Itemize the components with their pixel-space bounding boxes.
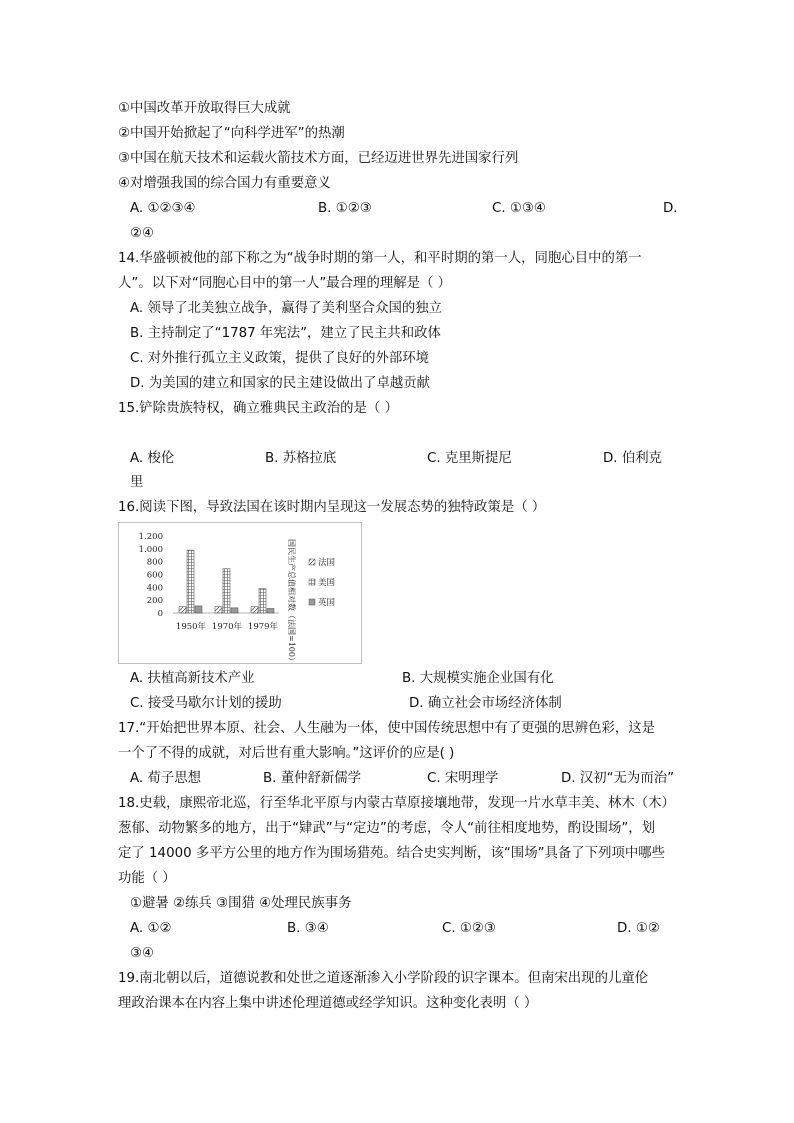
q18-stem-line2: 葱郁、动物繁多的地方，出于“肄武”与“定边”的考虑，令人“前往相度地势，酌设围场”，划: [118, 821, 656, 836]
y-tick-label: 400: [146, 583, 163, 594]
bar-美国-1950年: [187, 550, 194, 613]
q16-option-d: D. 确立社会市场经济体制: [409, 696, 562, 711]
q14-option-b: B. 主持制定了“1787 年宪法”，建立了民主共和政体: [130, 326, 441, 341]
y-tick-label: 800: [146, 557, 163, 568]
q18-option-d: D. ①②: [617, 921, 660, 936]
q18-option-b: B. ③④: [287, 921, 329, 936]
y-tick-label: 200: [146, 596, 163, 607]
q13-option-b: B. ①②③: [318, 201, 372, 216]
gnp-chart-svg: [119, 523, 361, 663]
y-tick-label: 1.200: [138, 532, 163, 542]
q17-option-b: B. 董仲舒新儒学: [263, 771, 362, 786]
q15-option-a: A. 梭伦: [130, 451, 175, 466]
q18-stem-line4: 功能（ ）: [118, 871, 176, 886]
q16-stem: 16.阅读下图，导致法国在该时期内呈现这一发展态势的独特政策是（ ）: [118, 500, 546, 515]
bar-英国-1970年: [231, 608, 238, 613]
x-category-label: 1979年: [247, 622, 279, 632]
bar-法国-1950年: [179, 607, 186, 613]
q14-stem-line1: 14.华盛顿被他的部下称之为“战争时期的第一人，和平时期的第一人，同胞心目中的第一: [118, 251, 642, 266]
q18-items: ①避暑 ②练兵 ③围猎 ④处理民族事务: [130, 896, 352, 911]
q13-item-4: ④对增强我国的综合国力有重要意义: [118, 176, 331, 191]
legend-label: 法国: [318, 558, 336, 568]
y-tick-label: 600: [146, 570, 163, 581]
gnp-chart: [118, 522, 362, 664]
bar-法国-1970年: [215, 607, 222, 613]
x-category-label: 1970年: [211, 622, 243, 632]
bar-法国-1979年: [251, 607, 258, 613]
q18-stem-line1: 18.史载，康熙帝北巡，行至华北平原与内蒙古草原接壤地带，发现一片水草丰美、林木（木）: [118, 796, 675, 811]
q13-item-3: ③中国在航天技术和运载火箭技术方面，已经迈进世界先进国家行列: [118, 151, 519, 166]
q17-stem-line1: 17.“开始把世界本原、社会、人生融为一体，使中国传统思想中有了更强的思辨色彩，这是: [118, 721, 656, 736]
q17-option-c: C. 宋明理学: [427, 771, 499, 786]
y-tick-label: 1.000: [138, 544, 163, 555]
q15-option-d-cont: 里: [130, 475, 144, 490]
q17-option-a: A. 荀子思想: [130, 771, 201, 786]
q15-option-d: D. 伯利克: [603, 451, 662, 466]
q16-option-b: B. 大规模实施企业国有化: [402, 671, 554, 686]
q13-option-c: C. ①③④: [492, 201, 546, 216]
q18-option-c: C. ①②③: [442, 921, 496, 936]
q13-option-d: D.: [663, 201, 678, 216]
q13-option-d-cont: ②④: [130, 226, 155, 241]
legend-swatch: [309, 579, 315, 585]
q15-option-c: C. 克里斯提尼: [427, 451, 512, 466]
q17-option-d: D. 汉初“无为而治”: [561, 771, 675, 786]
bar-美国-1970年: [223, 569, 230, 613]
q14-option-c: C. 对外推行孤立主义政策，提供了良好的外部环境: [130, 351, 430, 366]
q14-stem-line2: 人”。以下对“同胞心目中的第一人”最合理的理解是（ ）: [118, 276, 452, 291]
bar-英国-1950年: [195, 606, 202, 613]
bar-美国-1979年: [259, 589, 266, 613]
legend-label: 美国: [318, 578, 336, 588]
q15-option-b: B. 苏格拉底: [265, 451, 337, 466]
legend-swatch: [309, 559, 315, 565]
q16-option-c: C. 接受马歇尔计划的援助: [130, 696, 282, 711]
y-axis-label: 国民生产总值相对数（法国=100）: [287, 539, 296, 663]
q18-option-d-cont: ③④: [130, 946, 155, 961]
q14-option-d: D. 为美国的建立和国家的民主建设做出了卓越贡献: [130, 376, 431, 391]
bar-英国-1979年: [267, 609, 274, 613]
q13-option-a: A. ①②③④: [130, 201, 196, 216]
q18-option-a: A. ①②: [130, 921, 172, 936]
q19-stem-line2: 理政治课本在内容上集中讲述伦理道德或经学知识。这种变化表明（ ）: [118, 996, 538, 1011]
q16-option-a: A. 扶植高新技术产业: [130, 671, 255, 686]
legend-label: 英国: [318, 598, 336, 608]
legend-swatch: [309, 599, 315, 605]
x-category-label: 1950年: [175, 622, 207, 632]
y-tick-label: 0: [157, 609, 163, 619]
q19-stem-line1: 19.南北朝以后，道德说教和处世之道逐渐渗入小学阶段的识字课本。但南宋出现的儿童伦: [118, 971, 649, 986]
q13-item-2: ②中国开始掀起了“向科学进军”的热潮: [118, 126, 345, 141]
q17-stem-line2: 一个了不得的成就，对后世有重大影响。”这评价的应是( ): [118, 746, 455, 761]
q18-stem-line3: 定了 14000 多平方公里的地方作为围场猎苑。结合史实判断，该“围场”具备了下列项中哪些: [118, 846, 666, 861]
q14-option-a: A. 领导了北美独立战争，赢得了美利坚合众国的独立: [130, 301, 443, 316]
q15-stem: 15.铲除贵族特权，确立雅典民主政治的是（ ）: [118, 401, 398, 416]
q13-item-1: ①中国改革开放取得巨大成就: [118, 101, 291, 116]
